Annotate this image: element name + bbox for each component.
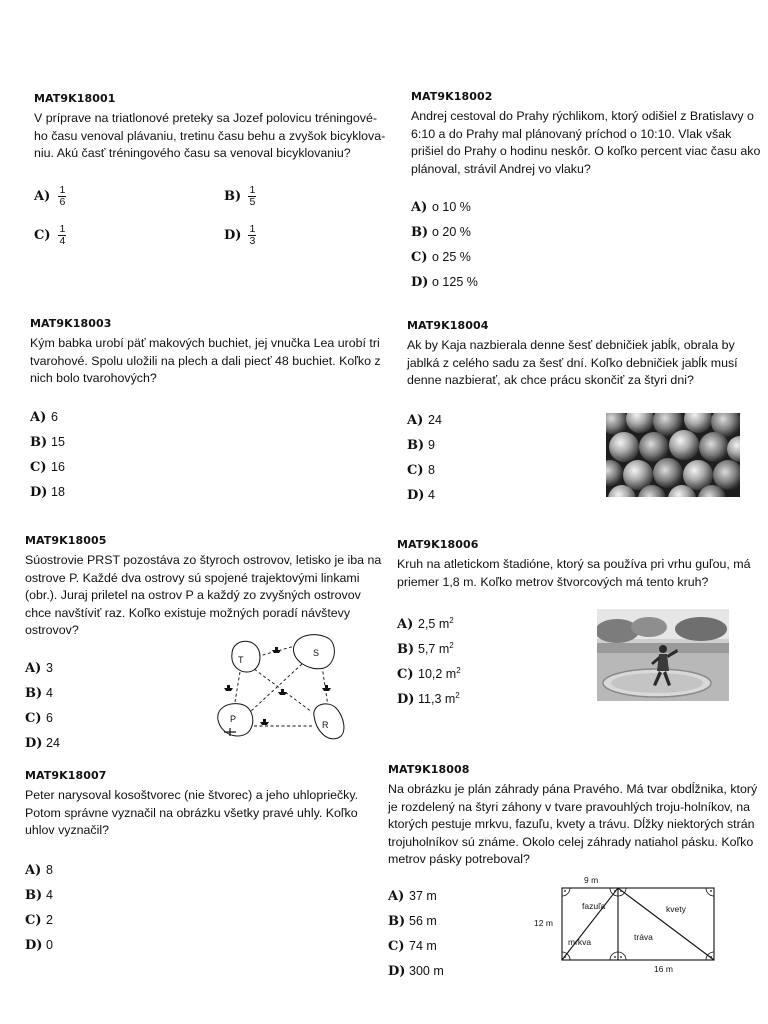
fraction: [248, 185, 256, 208]
option-letter: D): [25, 938, 43, 953]
option-text: 56 m: [409, 914, 437, 928]
option-b: [411, 225, 471, 240]
dimension-left: 12 m: [534, 918, 553, 928]
option-letter: B): [25, 686, 43, 701]
option-text: 11,3 m: [418, 692, 456, 707]
option-letter: D): [397, 692, 415, 708]
task-text: V príprave na triatlonové preteky sa Jozef polovicu tréningové-ho času venoval plávaniu, tretinu času behu a zvyšok bicyklova-niu. Akú časť tréningového času sa venoval bicyklovaniu?: [34, 111, 386, 161]
island-r: [314, 704, 344, 739]
option-letter: C): [25, 913, 42, 928]
option-text: o 125 %: [432, 275, 478, 289]
option-letter: C): [388, 939, 405, 954]
option-text: 4: [46, 686, 53, 700]
option-letter: D): [411, 275, 429, 290]
option-text: 37 m: [409, 889, 437, 903]
option-letter: A): [25, 661, 42, 676]
bed-label-kvety: kvety: [666, 904, 686, 914]
fraction: [58, 185, 66, 208]
option-c: [411, 250, 471, 265]
option-letter: B): [388, 914, 406, 929]
option-text: 24: [46, 736, 60, 750]
numerator: 1: [249, 184, 256, 196]
option-letter: D): [407, 488, 425, 503]
task-text: Na obrázku je plán záhrady pána Pravého. Má tvar obdĺžnika, ktorý je rozdelený na štyri záhony v tvare pravouhlých troju-holníkov, na ktorých pestuje mrkvu, fazuľu, kvety a trávu. Dĺžky niektorých strán trojuholníkov sú známe. Okolo celej záhrady natiahol pásku. Koľko metrov pásky potreboval?: [388, 782, 758, 867]
numerator: 1: [249, 223, 256, 235]
task-mat9k18005: [25, 534, 385, 640]
option-text: 74 m: [409, 939, 437, 953]
garden-plan-diagram: [528, 872, 728, 976]
right-angle-markers: [562, 888, 714, 960]
denominator: 6: [59, 196, 66, 208]
option-text: 9: [428, 438, 435, 452]
option-letter: A): [34, 188, 51, 204]
option-text: 4: [428, 488, 435, 502]
island-label-s: S: [313, 648, 320, 658]
option-c: [407, 463, 435, 478]
task-mat9k18002: [411, 90, 761, 178]
option-letter: B): [224, 188, 242, 204]
option-b: [30, 435, 65, 450]
unit-exponent: 2: [456, 666, 461, 675]
task-text: Ak by Kaja nazbierala denne šesť debničiek jabĺk, obrala by jablká z celého sadu za šesť dní. Koľko debničiek jabĺk musí denne nazbierať, ak chce prácu skončiť za štyri dni?: [407, 338, 738, 388]
option-b: [224, 185, 256, 208]
island-label-p: P: [230, 714, 237, 724]
island-t: [232, 641, 260, 672]
option-d: [30, 485, 65, 500]
task-mat9k18004: [407, 319, 757, 390]
option-letter: B): [25, 888, 43, 903]
option-text: 2,5 m: [418, 617, 450, 632]
option-text: 16: [51, 460, 65, 474]
unit-exponent: 2: [449, 616, 454, 625]
unit-exponent: 2: [455, 691, 460, 700]
option-b: [25, 686, 53, 701]
option-text: 24: [428, 413, 442, 427]
option-letter: D): [224, 227, 242, 243]
option-letter: C): [397, 667, 414, 683]
islands-diagram: [210, 630, 362, 745]
island-label-t: T: [238, 655, 244, 665]
option-text: 18: [51, 485, 65, 499]
option-text: 15: [51, 435, 65, 449]
option-a: [388, 889, 437, 904]
task-id: MAT9K18006: [397, 538, 479, 551]
option-b: [25, 888, 53, 903]
bed-label-mrkva: mrkva: [568, 937, 592, 947]
task-mat9k18003: [30, 317, 385, 388]
option-text: 4: [46, 888, 53, 902]
option-letter: A): [397, 617, 414, 633]
denominator: 3: [249, 235, 256, 247]
option-a: [25, 661, 53, 676]
task-id: MAT9K18001: [34, 92, 116, 105]
option-c: [388, 939, 437, 954]
option-a: [34, 185, 66, 208]
option-c: [25, 711, 53, 726]
task-id: MAT9K18005: [25, 534, 107, 547]
task-text: Kruh na atletickom štadióne, ktorý sa používa pri vrhu guľou, má priemer 1,8 m. Koľko metrov štvorcových má tento kruh?: [397, 557, 751, 589]
shot-put-photo: [597, 609, 729, 701]
option-b: [388, 914, 437, 929]
option-letter: B): [397, 642, 415, 658]
option-text: o 20 %: [432, 225, 471, 239]
option-text: 3: [46, 661, 53, 675]
task-mat9k18008: [388, 763, 760, 869]
option-text: 8: [428, 463, 435, 477]
option-text: 0: [46, 938, 53, 952]
option-letter: D): [388, 964, 406, 979]
option-text: 300 m: [409, 964, 444, 978]
option-letter: C): [30, 460, 47, 475]
option-d: [397, 691, 460, 707]
denominator: 5: [249, 196, 256, 208]
option-letter: A): [388, 889, 405, 904]
option-letter: C): [34, 227, 51, 243]
option-c: [30, 460, 65, 475]
task-id: MAT9K18002: [411, 90, 493, 103]
option-text: 6: [51, 410, 58, 424]
task-mat9k18007: [25, 769, 385, 840]
task-id: MAT9K18003: [30, 317, 112, 330]
unit-exponent: 2: [449, 641, 454, 650]
option-c: [34, 224, 66, 247]
option-letter: C): [411, 250, 428, 265]
option-letter: A): [30, 410, 47, 425]
option-letter: A): [25, 863, 42, 878]
option-a: [30, 410, 58, 425]
task-text: Kým babka urobí päť makových buchiet, jej vnučka Lea urobí tri tvarohové. Spolu uložili na plech a dali piecť 48 buchiet. Koľko z nich bolo tvarohových?: [30, 336, 381, 386]
option-d: [407, 488, 435, 503]
option-text: 10,2 m: [418, 667, 457, 682]
numerator: 1: [59, 184, 66, 196]
task-id: MAT9K18004: [407, 319, 489, 332]
bed-label-trava: tráva: [634, 932, 653, 942]
option-b: [407, 438, 435, 453]
task-text: Peter narysoval kosoštvorec (nie štvorec) a jeho uhlopriečky. Potom správne vyznačil na obrázku všetky pravé uhly. Koľko uhlov vyznačil?: [25, 788, 359, 838]
option-text: 8: [46, 863, 53, 877]
option-letter: C): [25, 711, 42, 726]
option-d: [388, 964, 444, 979]
option-d: [411, 275, 478, 290]
option-a: [411, 200, 471, 215]
task-mat9k18001: [34, 92, 389, 163]
option-text: 5,7 m: [418, 642, 450, 657]
fraction: [58, 224, 66, 247]
option-letter: D): [30, 485, 48, 500]
option-c: [25, 913, 53, 928]
option-a: [397, 616, 454, 632]
task-mat9k18006: [397, 538, 757, 591]
option-letter: B): [411, 225, 429, 240]
option-a: [25, 863, 53, 878]
option-text: o 10 %: [432, 200, 471, 214]
apples-photo: [606, 413, 740, 497]
dimension-bottom: 16 m: [654, 964, 673, 974]
option-a: [407, 413, 442, 428]
option-letter: C): [407, 463, 424, 478]
option-d: [25, 736, 60, 751]
option-letter: D): [25, 736, 43, 751]
task-text: Súostrovie PRST pozostáva zo štyroch ostrovov, letisko je iba na ostrove P. Každé dva ostrovy sú spojené trajektovými linkami (obr.). Juraj priletel na ostrov P a každý zo zvyšných ostrovov chce navštíviť raz. Koľko existuje možných poradí návštevy ostrovov?: [25, 553, 382, 638]
option-d: [25, 938, 53, 953]
option-text: 2: [46, 913, 53, 927]
dimension-top: 9 m: [584, 875, 599, 885]
fraction: [248, 224, 256, 247]
island-label-r: R: [322, 720, 329, 730]
option-d: [224, 224, 256, 247]
option-letter: A): [407, 413, 424, 428]
denominator: 4: [59, 235, 66, 247]
task-text: Andrej cestoval do Prahy rýchlikom, ktorý odišiel z Bratislavy o 6:10 a do Prahy mal plánovaný príchod o 10:10. Vlak však prišiel do Prahy o hodinu neskôr. O koľko percent viac času ako plánoval, strávil Andrej vo vlaku?: [411, 109, 761, 176]
option-c: [397, 666, 461, 682]
option-b: [397, 641, 454, 657]
option-text: o 25 %: [432, 250, 471, 264]
option-letter: B): [407, 438, 425, 453]
bed-label-fazula: fazuľa: [582, 901, 606, 911]
option-text: 6: [46, 711, 53, 725]
option-letter: B): [30, 435, 48, 450]
option-letter: A): [411, 200, 428, 215]
task-id: MAT9K18008: [388, 763, 470, 776]
numerator: 1: [59, 223, 66, 235]
task-id: MAT9K18007: [25, 769, 107, 782]
